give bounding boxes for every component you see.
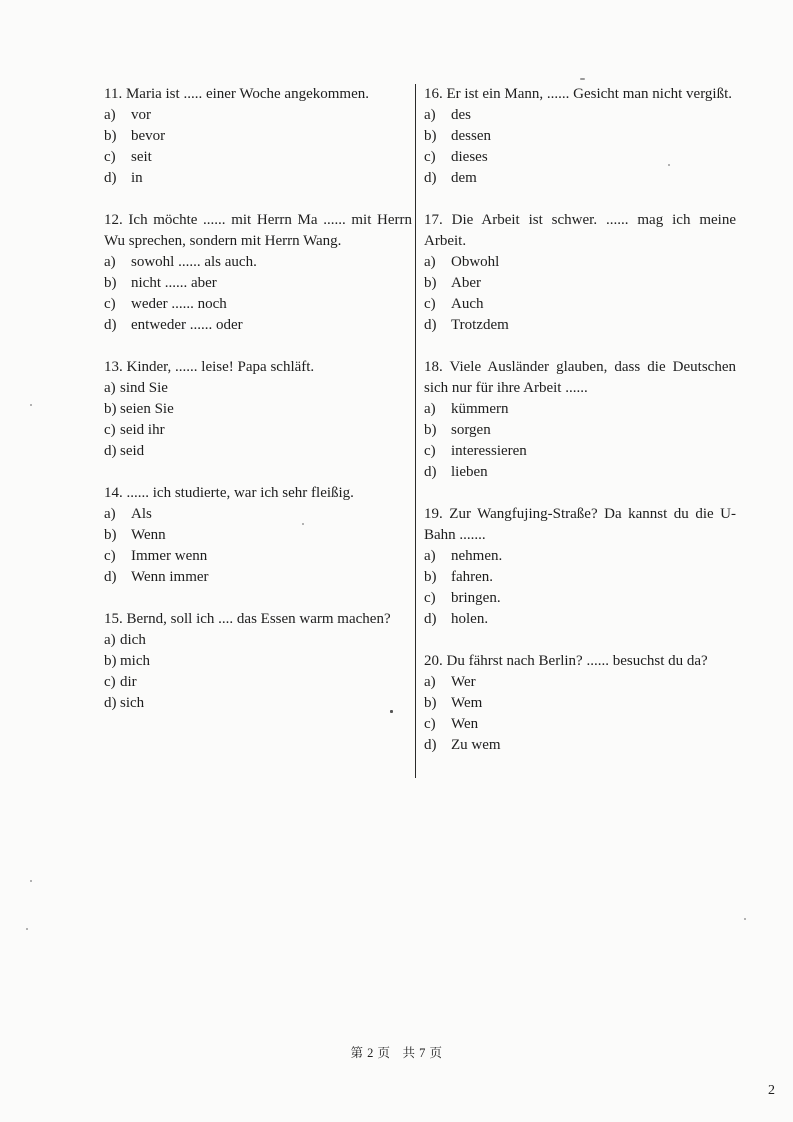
option-letter: c)	[104, 422, 116, 438]
option-letter: b)	[424, 422, 437, 438]
option-a	[424, 399, 736, 420]
option-letter: b)	[424, 695, 437, 711]
option-a	[424, 546, 736, 567]
option-letter: d)	[424, 611, 437, 627]
option-text: Wenn	[131, 527, 166, 543]
question-text: Die Arbeit ist schwer. ...... mag ich meine Arbeit.	[424, 212, 736, 249]
option-d	[424, 168, 736, 189]
option-a	[104, 504, 412, 525]
column-divider	[415, 84, 416, 778]
option-letter: b)	[104, 401, 117, 417]
option-d	[424, 735, 736, 756]
option-letter: c)	[424, 296, 436, 312]
question-number: 11.	[104, 86, 123, 102]
question-text: Du fährst nach Berlin? ...... besuchst du da?	[446, 653, 708, 669]
option-text: Obwohl	[451, 254, 500, 270]
option-b	[424, 420, 736, 441]
option-text: vor	[131, 107, 151, 123]
question-15	[104, 609, 412, 714]
option-text: sich	[120, 695, 145, 711]
option-letter: a)	[424, 674, 436, 690]
question-stem	[104, 357, 412, 378]
option-letter: a)	[104, 506, 116, 522]
option-text: seid ihr	[120, 422, 165, 438]
question-number: 19.	[424, 506, 443, 522]
option-letter: d)	[104, 695, 117, 711]
option-text: Auch	[451, 296, 484, 312]
question-stem	[424, 357, 736, 399]
option-text: fahren.	[451, 569, 494, 585]
question-stem	[104, 84, 412, 105]
option-letter: d)	[424, 737, 437, 753]
option-text: bringen.	[451, 590, 501, 606]
option-letter: b)	[104, 275, 117, 291]
question-12	[104, 210, 412, 336]
option-a	[104, 630, 412, 651]
answer-options	[104, 504, 412, 588]
option-text: sorgen	[451, 422, 491, 438]
question-number: 14.	[104, 485, 123, 501]
option-letter: c)	[104, 296, 116, 312]
answer-options	[104, 252, 412, 336]
question-number: 13.	[104, 359, 123, 375]
option-text: sowohl ...... als auch.	[131, 254, 257, 270]
question-19	[424, 504, 736, 630]
option-d	[104, 693, 412, 714]
option-text: interessieren	[451, 443, 527, 459]
answer-options	[104, 630, 412, 714]
option-text: Zu wem	[451, 737, 501, 753]
option-text: Wer	[451, 674, 476, 690]
option-c	[424, 147, 736, 168]
option-letter: b)	[424, 128, 437, 144]
option-text: Wem	[451, 695, 483, 711]
scan-speck	[390, 710, 393, 713]
option-text: dem	[451, 170, 477, 186]
option-text: Aber	[451, 275, 481, 291]
question-text: Maria ist ..... einer Woche angekommen.	[125, 86, 369, 102]
scan-speck	[30, 880, 32, 882]
option-letter: c)	[104, 674, 116, 690]
option-d	[104, 441, 412, 462]
option-a	[424, 672, 736, 693]
answer-options	[104, 378, 412, 462]
option-c	[424, 294, 736, 315]
question-11	[104, 84, 412, 189]
option-letter: b)	[104, 653, 117, 669]
option-a	[424, 252, 736, 273]
option-letter: d)	[424, 170, 437, 186]
question-number: 16.	[424, 86, 443, 102]
scan-speck	[30, 404, 32, 406]
option-text: Trotzdem	[451, 317, 509, 333]
option-text: kümmern	[451, 401, 509, 417]
option-d	[424, 462, 736, 483]
option-letter: a)	[104, 107, 116, 123]
scan-speck	[26, 928, 28, 930]
option-text: mich	[120, 653, 150, 669]
option-b	[104, 651, 412, 672]
option-text: entweder ...... oder	[131, 317, 243, 333]
option-letter: a)	[424, 254, 436, 270]
option-b	[104, 399, 412, 420]
option-c	[104, 546, 412, 567]
question-text: Kinder, ...... leise! Papa schläft.	[126, 359, 315, 375]
option-text: Wenn immer	[131, 569, 209, 585]
question-stem	[424, 651, 736, 672]
option-letter: a)	[104, 380, 116, 396]
option-letter: c)	[104, 548, 116, 564]
option-b	[104, 273, 412, 294]
question-text: Zur Wangfujing-Straße? Da kannst du die U-Bahn .......	[424, 506, 736, 543]
page-footer	[0, 1043, 793, 1061]
option-c	[424, 588, 736, 609]
option-letter: b)	[104, 128, 117, 144]
option-text: seit	[131, 149, 152, 165]
answer-options	[424, 399, 736, 483]
option-c	[104, 147, 412, 168]
option-b	[424, 126, 736, 147]
option-d	[104, 567, 412, 588]
option-c	[104, 420, 412, 441]
option-letter: b)	[424, 569, 437, 585]
answer-options	[104, 105, 412, 189]
option-text: seien Sie	[120, 401, 174, 417]
option-letter: c)	[424, 149, 436, 165]
scan-speck	[302, 523, 304, 525]
question-number: 18.	[424, 359, 443, 375]
question-14	[104, 483, 412, 588]
option-text: seid	[120, 443, 145, 459]
question-number: 12.	[104, 212, 123, 228]
answer-options	[424, 105, 736, 189]
option-letter: b)	[104, 527, 117, 543]
option-letter: d)	[104, 569, 117, 585]
option-d	[424, 315, 736, 336]
option-c	[424, 714, 736, 735]
question-text: Viele Ausländer glauben, dass die Deutschen sich nur für ihre Arbeit ......	[424, 359, 736, 396]
option-letter: d)	[104, 443, 117, 459]
question-stem	[104, 609, 412, 630]
option-text: dich	[120, 632, 146, 648]
option-text: Immer wenn	[131, 548, 208, 564]
option-a	[424, 105, 736, 126]
question-text: ...... ich studierte, war ich sehr fleißig.	[126, 485, 354, 501]
option-text: dir	[120, 674, 137, 690]
option-letter: c)	[104, 149, 116, 165]
option-c	[104, 672, 412, 693]
option-letter: a)	[424, 107, 436, 123]
scan-speck	[580, 78, 585, 80]
option-letter: d)	[424, 317, 437, 333]
option-d	[104, 168, 412, 189]
option-letter: a)	[104, 632, 116, 648]
question-16	[424, 84, 736, 189]
question-stem	[104, 210, 412, 252]
option-b	[104, 525, 412, 546]
option-letter: a)	[424, 548, 436, 564]
option-letter: c)	[424, 590, 436, 606]
question-number: 17.	[424, 212, 443, 228]
option-c	[424, 441, 736, 462]
option-text: dieses	[451, 149, 488, 165]
footer-total-pages: 共 7 页	[402, 1046, 443, 1060]
option-b	[424, 693, 736, 714]
option-letter: b)	[424, 275, 437, 291]
option-d	[104, 315, 412, 336]
option-a	[104, 378, 412, 399]
right-question-column	[424, 84, 736, 777]
question-text: Er ist ein Mann, ...... Gesicht man nicht vergißt.	[446, 86, 733, 102]
option-letter: a)	[424, 401, 436, 417]
question-13	[104, 357, 412, 462]
option-a	[104, 252, 412, 273]
option-text: lieben	[451, 464, 488, 480]
option-d	[424, 609, 736, 630]
option-letter: d)	[104, 170, 117, 186]
option-text: nehmen.	[451, 548, 503, 564]
option-text: des	[451, 107, 471, 123]
question-17	[424, 210, 736, 336]
option-text: dessen	[451, 128, 491, 144]
option-text: weder ...... noch	[131, 296, 227, 312]
option-letter: c)	[424, 716, 436, 732]
option-c	[104, 294, 412, 315]
question-stem	[424, 210, 736, 252]
option-text: bevor	[131, 128, 166, 144]
option-b	[424, 273, 736, 294]
question-stem	[424, 504, 736, 546]
scan-speck	[744, 918, 746, 920]
question-20	[424, 651, 736, 756]
question-stem	[424, 84, 736, 105]
option-text: holen.	[451, 611, 489, 627]
answer-options	[424, 546, 736, 630]
footer-page-of: 第 2 页	[350, 1046, 391, 1060]
option-text: Wen	[451, 716, 479, 732]
option-a	[104, 105, 412, 126]
option-letter: d)	[424, 464, 437, 480]
option-letter: d)	[104, 317, 117, 333]
scan-speck	[668, 164, 670, 166]
question-stem	[104, 483, 412, 504]
option-b	[424, 567, 736, 588]
option-letter: c)	[424, 443, 436, 459]
page-number: 2	[768, 1083, 775, 1098]
question-text: Bernd, soll ich .... das Essen warm machen?	[126, 611, 391, 627]
question-text: Ich möchte ...... mit Herrn Ma ...... mit Herrn Wu sprechen, sondern mit Herrn Wang.	[104, 212, 413, 249]
option-letter: a)	[104, 254, 116, 270]
left-question-column	[104, 84, 412, 735]
question-number: 20.	[424, 653, 443, 669]
option-text: sind Sie	[120, 380, 168, 396]
question-number: 15.	[104, 611, 123, 627]
option-text: Als	[131, 506, 152, 522]
option-text: in	[131, 170, 143, 186]
answer-options	[424, 672, 736, 756]
question-18	[424, 357, 736, 483]
option-b	[104, 126, 412, 147]
answer-options	[424, 252, 736, 336]
option-text: nicht ...... aber	[131, 275, 217, 291]
